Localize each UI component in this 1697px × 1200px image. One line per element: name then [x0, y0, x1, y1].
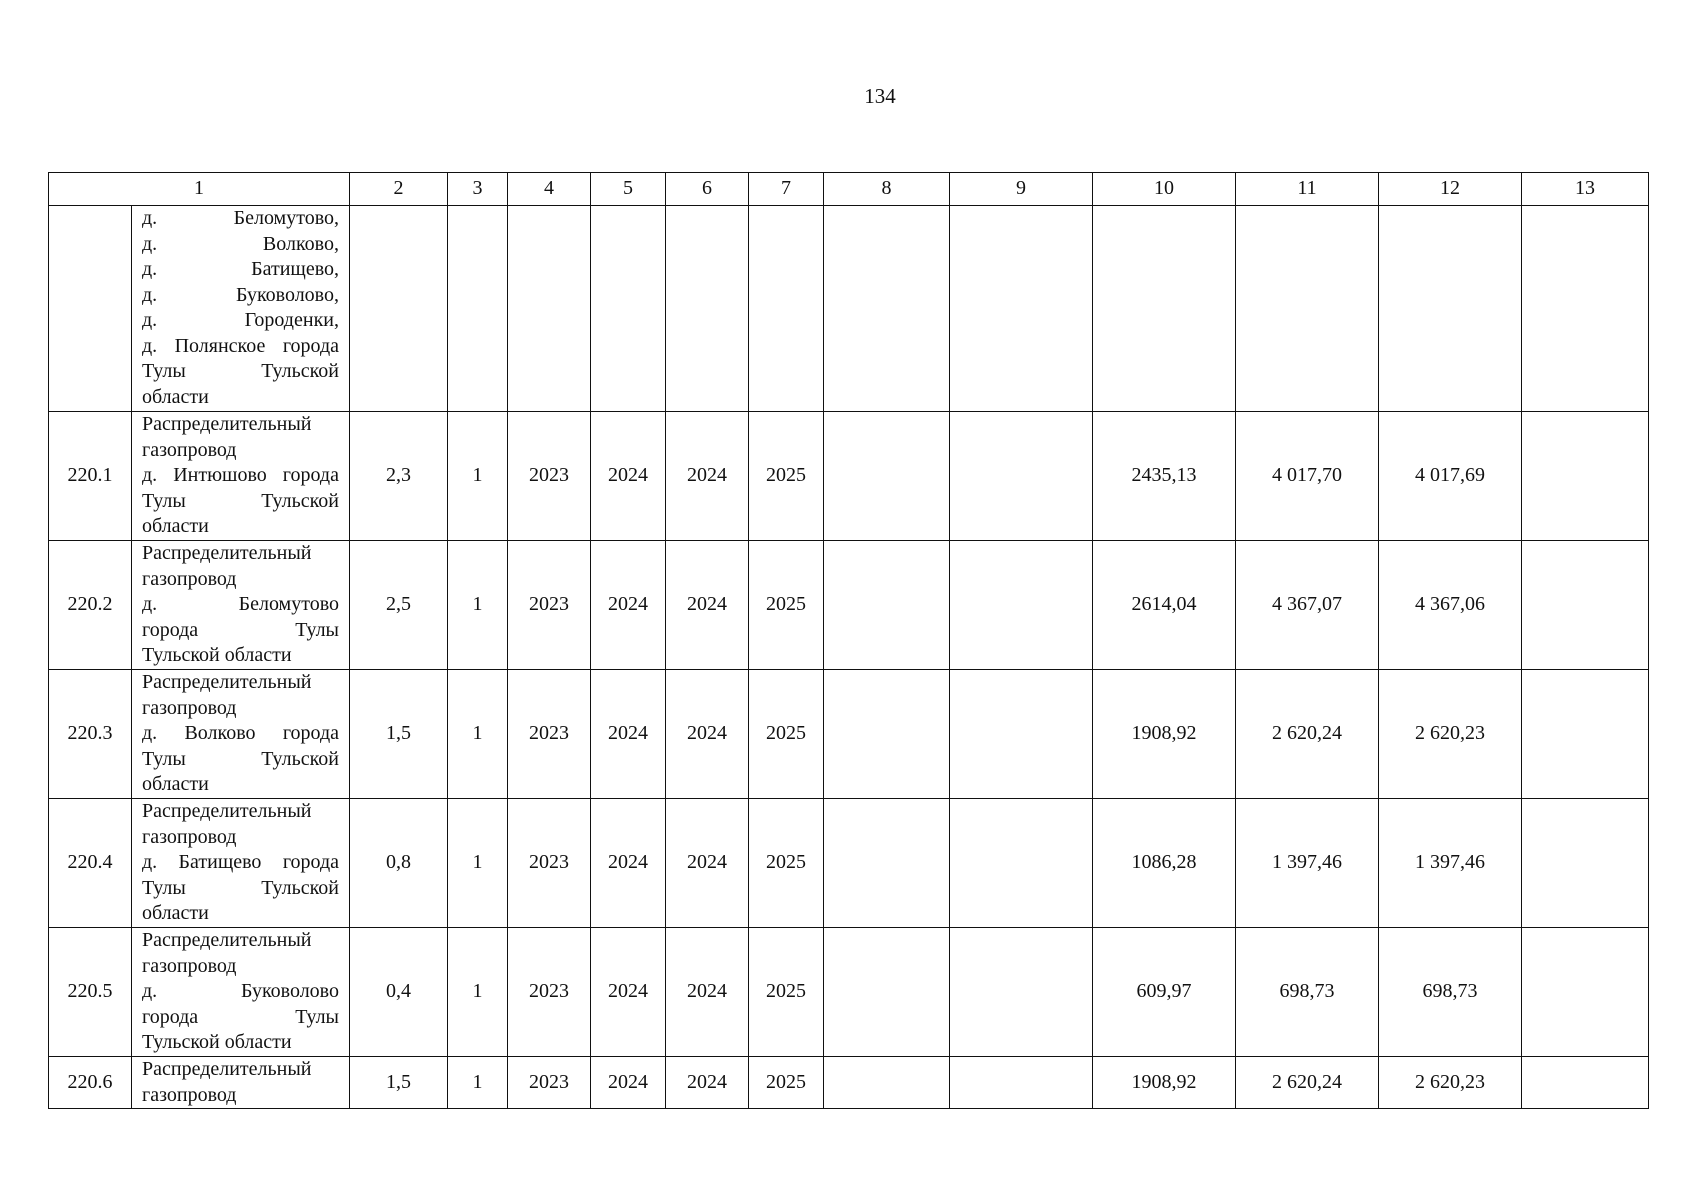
object-name: [132, 799, 350, 928]
object-name-line: города Тулы: [142, 1005, 339, 1028]
row-number: 220.3: [49, 670, 132, 799]
header-cell-12: 12: [1379, 173, 1522, 206]
header-cell-10: 10: [1093, 173, 1236, 206]
cell-c6: 2024: [666, 1057, 749, 1109]
object-name: [132, 928, 350, 1057]
row-number: [49, 206, 132, 412]
cell-c11: [1236, 206, 1379, 412]
object-name-line: д. Буковолово,: [142, 283, 339, 306]
object-name-line: д. Буковолово: [142, 980, 339, 1003]
cell-c9: [950, 206, 1093, 412]
cell-c10: 2435,13: [1093, 412, 1236, 541]
cell-c6: 2024: [666, 799, 749, 928]
cell-c11: 698,73: [1236, 928, 1379, 1057]
cell-c5: 2024: [591, 928, 666, 1057]
object-name-line: д. Батищево,: [142, 258, 339, 280]
row-number: 220.2: [49, 541, 132, 670]
cell-c11: 4 017,70: [1236, 412, 1379, 541]
cell-c7: 2025: [749, 412, 824, 541]
table-row: [49, 412, 1649, 541]
header-cell-13: 13: [1522, 173, 1649, 206]
cell-c8: [824, 799, 950, 928]
object-name: [132, 670, 350, 799]
page-number: 134: [864, 84, 896, 108]
object-name-line: газопровод: [142, 954, 237, 977]
cell-c4: 2023: [508, 928, 591, 1057]
cell-c12: 698,73: [1379, 928, 1522, 1057]
cell-c9: [950, 799, 1093, 928]
cell-c7: 2025: [749, 541, 824, 670]
cell-c10: 609,97: [1093, 928, 1236, 1057]
data-table: [48, 172, 1649, 1109]
cell-c8: [824, 1057, 950, 1109]
cell-c13: [1522, 799, 1649, 928]
cell-c5: 2024: [591, 541, 666, 670]
cell-c10: [1093, 206, 1236, 412]
cell-c5: 2024: [591, 799, 666, 928]
cell-c4: 2023: [508, 1057, 591, 1109]
cell-c4: 2023: [508, 670, 591, 799]
cell-c8: [824, 541, 950, 670]
cell-c12: 2 620,23: [1379, 1057, 1522, 1109]
cell-c6: [666, 206, 749, 412]
cell-c10: 2614,04: [1093, 541, 1236, 670]
cell-c6: 2024: [666, 541, 749, 670]
object-name-line: газопровод: [142, 438, 237, 461]
cell-c3: 1: [448, 928, 508, 1057]
row-number: 220.1: [49, 412, 132, 541]
cell-c7: 2025: [749, 928, 824, 1057]
cell-c12: 1 397,46: [1379, 799, 1522, 928]
cell-c2: 1,5: [350, 670, 448, 799]
cell-c12: 4 017,69: [1379, 412, 1522, 541]
row-number: 220.6: [49, 1057, 132, 1109]
cell-c9: [950, 1057, 1093, 1109]
table-row: [49, 541, 1649, 670]
header-row: [49, 173, 1649, 206]
cell-c12: 2 620,23: [1379, 670, 1522, 799]
table-row: [49, 670, 1649, 799]
object-name: [132, 541, 350, 670]
cell-c7: [749, 206, 824, 412]
row-number: 220.4: [49, 799, 132, 928]
object-name-line: Тулы Тульской: [142, 489, 339, 512]
cell-c9: [950, 412, 1093, 541]
object-name-line: газопровод: [142, 1083, 237, 1106]
header-cell-8: 8: [824, 173, 950, 206]
header-cell-4: 4: [508, 173, 591, 206]
object-name-line: Распределительный: [142, 413, 312, 436]
cell-c13: [1522, 541, 1649, 670]
cell-c9: [950, 928, 1093, 1057]
object-name-line: области: [142, 902, 209, 925]
cell-c11: 2 620,24: [1236, 1057, 1379, 1109]
cell-c5: 2024: [591, 670, 666, 799]
cell-c13: [1522, 412, 1649, 541]
object-name-line: д. Беломутово: [142, 593, 339, 616]
cell-c11: 2 620,24: [1236, 670, 1379, 799]
cell-c3: 1: [448, 1057, 508, 1109]
cell-c5: 2024: [591, 412, 666, 541]
cell-c2: 0,8: [350, 799, 448, 928]
object-name-line: области: [142, 515, 209, 538]
table-row: [49, 799, 1649, 928]
row-number: 220.5: [49, 928, 132, 1057]
cell-c7: 2025: [749, 799, 824, 928]
cell-c3: 1: [448, 541, 508, 670]
cell-c8: [824, 412, 950, 541]
table-row: [49, 1057, 1649, 1109]
object-name-line: Распределительный: [142, 1058, 312, 1080]
header-cell-6: 6: [666, 173, 749, 206]
cell-c13: [1522, 928, 1649, 1057]
cell-c7: 2025: [749, 670, 824, 799]
cell-c5: 2024: [591, 1057, 666, 1109]
cell-c13: [1522, 670, 1649, 799]
object-name: [132, 206, 350, 412]
object-name-line: Тулы Тульской: [142, 747, 339, 770]
object-name-line: Тулы Тульской: [142, 360, 339, 382]
cell-c6: 2024: [666, 412, 749, 541]
object-name-line: области: [142, 385, 209, 408]
header-cell-2: 2: [350, 173, 448, 206]
header-cell-9: 9: [950, 173, 1093, 206]
cell-c4: [508, 206, 591, 412]
cell-c13: [1522, 1057, 1649, 1109]
cell-c13: [1522, 206, 1649, 412]
object-name-line: д. Беломутово,: [142, 207, 339, 229]
object-name-line: Распределительный: [142, 542, 312, 565]
header-cell-7: 7: [749, 173, 824, 206]
cell-c2: 2,3: [350, 412, 448, 541]
object-name-line: д. Волково города: [142, 722, 339, 745]
cell-c12: 4 367,06: [1379, 541, 1522, 670]
cell-c4: 2023: [508, 799, 591, 928]
object-name-line: д. Полянское города: [142, 334, 339, 357]
object-name-line: газопровод: [142, 696, 237, 719]
cell-c8: [824, 670, 950, 799]
object-name-line: Распределительный: [142, 800, 312, 823]
cell-c2: [350, 206, 448, 412]
object-name-line: газопровод: [142, 825, 237, 848]
header-cell-11: 11: [1236, 173, 1379, 206]
object-name: [132, 412, 350, 541]
cell-c10: 1908,92: [1093, 1057, 1236, 1109]
cell-c2: 0,4: [350, 928, 448, 1057]
cell-c2: 2,5: [350, 541, 448, 670]
object-name: [132, 1057, 350, 1109]
header-cell-3: 3: [448, 173, 508, 206]
cell-c8: [824, 206, 950, 412]
object-name-line: Тульской области: [142, 644, 292, 667]
cell-c8: [824, 928, 950, 1057]
table-body: [49, 206, 1649, 1109]
object-name-line: д. Городенки,: [142, 309, 339, 331]
object-name-line: газопровод: [142, 567, 237, 590]
cell-c6: 2024: [666, 928, 749, 1057]
cell-c7: 2025: [749, 1057, 824, 1109]
object-name-line: Тулы Тульской: [142, 876, 339, 899]
cell-c6: 2024: [666, 670, 749, 799]
object-name-line: д. Волково,: [142, 232, 339, 255]
header-cell-5: 5: [591, 173, 666, 206]
cell-c4: 2023: [508, 541, 591, 670]
cell-c3: [448, 206, 508, 412]
object-name-line: области: [142, 773, 209, 796]
cell-c3: 1: [448, 412, 508, 541]
object-name-line: д. Интюшово города: [142, 464, 339, 487]
object-name-line: Распределительный: [142, 671, 312, 694]
table-row: [49, 206, 1649, 412]
object-name-line: Тульской области: [142, 1031, 292, 1054]
cell-c9: [950, 541, 1093, 670]
table-row: [49, 928, 1649, 1057]
cell-c3: 1: [448, 799, 508, 928]
cell-c5: [591, 206, 666, 412]
cell-c12: [1379, 206, 1522, 412]
cell-c11: 1 397,46: [1236, 799, 1379, 928]
header-cell-1: 1: [49, 173, 350, 206]
cell-c3: 1: [448, 670, 508, 799]
cell-c2: 1,5: [350, 1057, 448, 1109]
cell-c11: 4 367,07: [1236, 541, 1379, 670]
cell-c10: 1086,28: [1093, 799, 1236, 928]
cell-c4: 2023: [508, 412, 591, 541]
object-name-line: Распределительный: [142, 929, 312, 952]
cell-c10: 1908,92: [1093, 670, 1236, 799]
object-name-line: д. Батищево города: [142, 851, 339, 874]
cell-c9: [950, 670, 1093, 799]
object-name-line: города Тулы: [142, 618, 339, 641]
